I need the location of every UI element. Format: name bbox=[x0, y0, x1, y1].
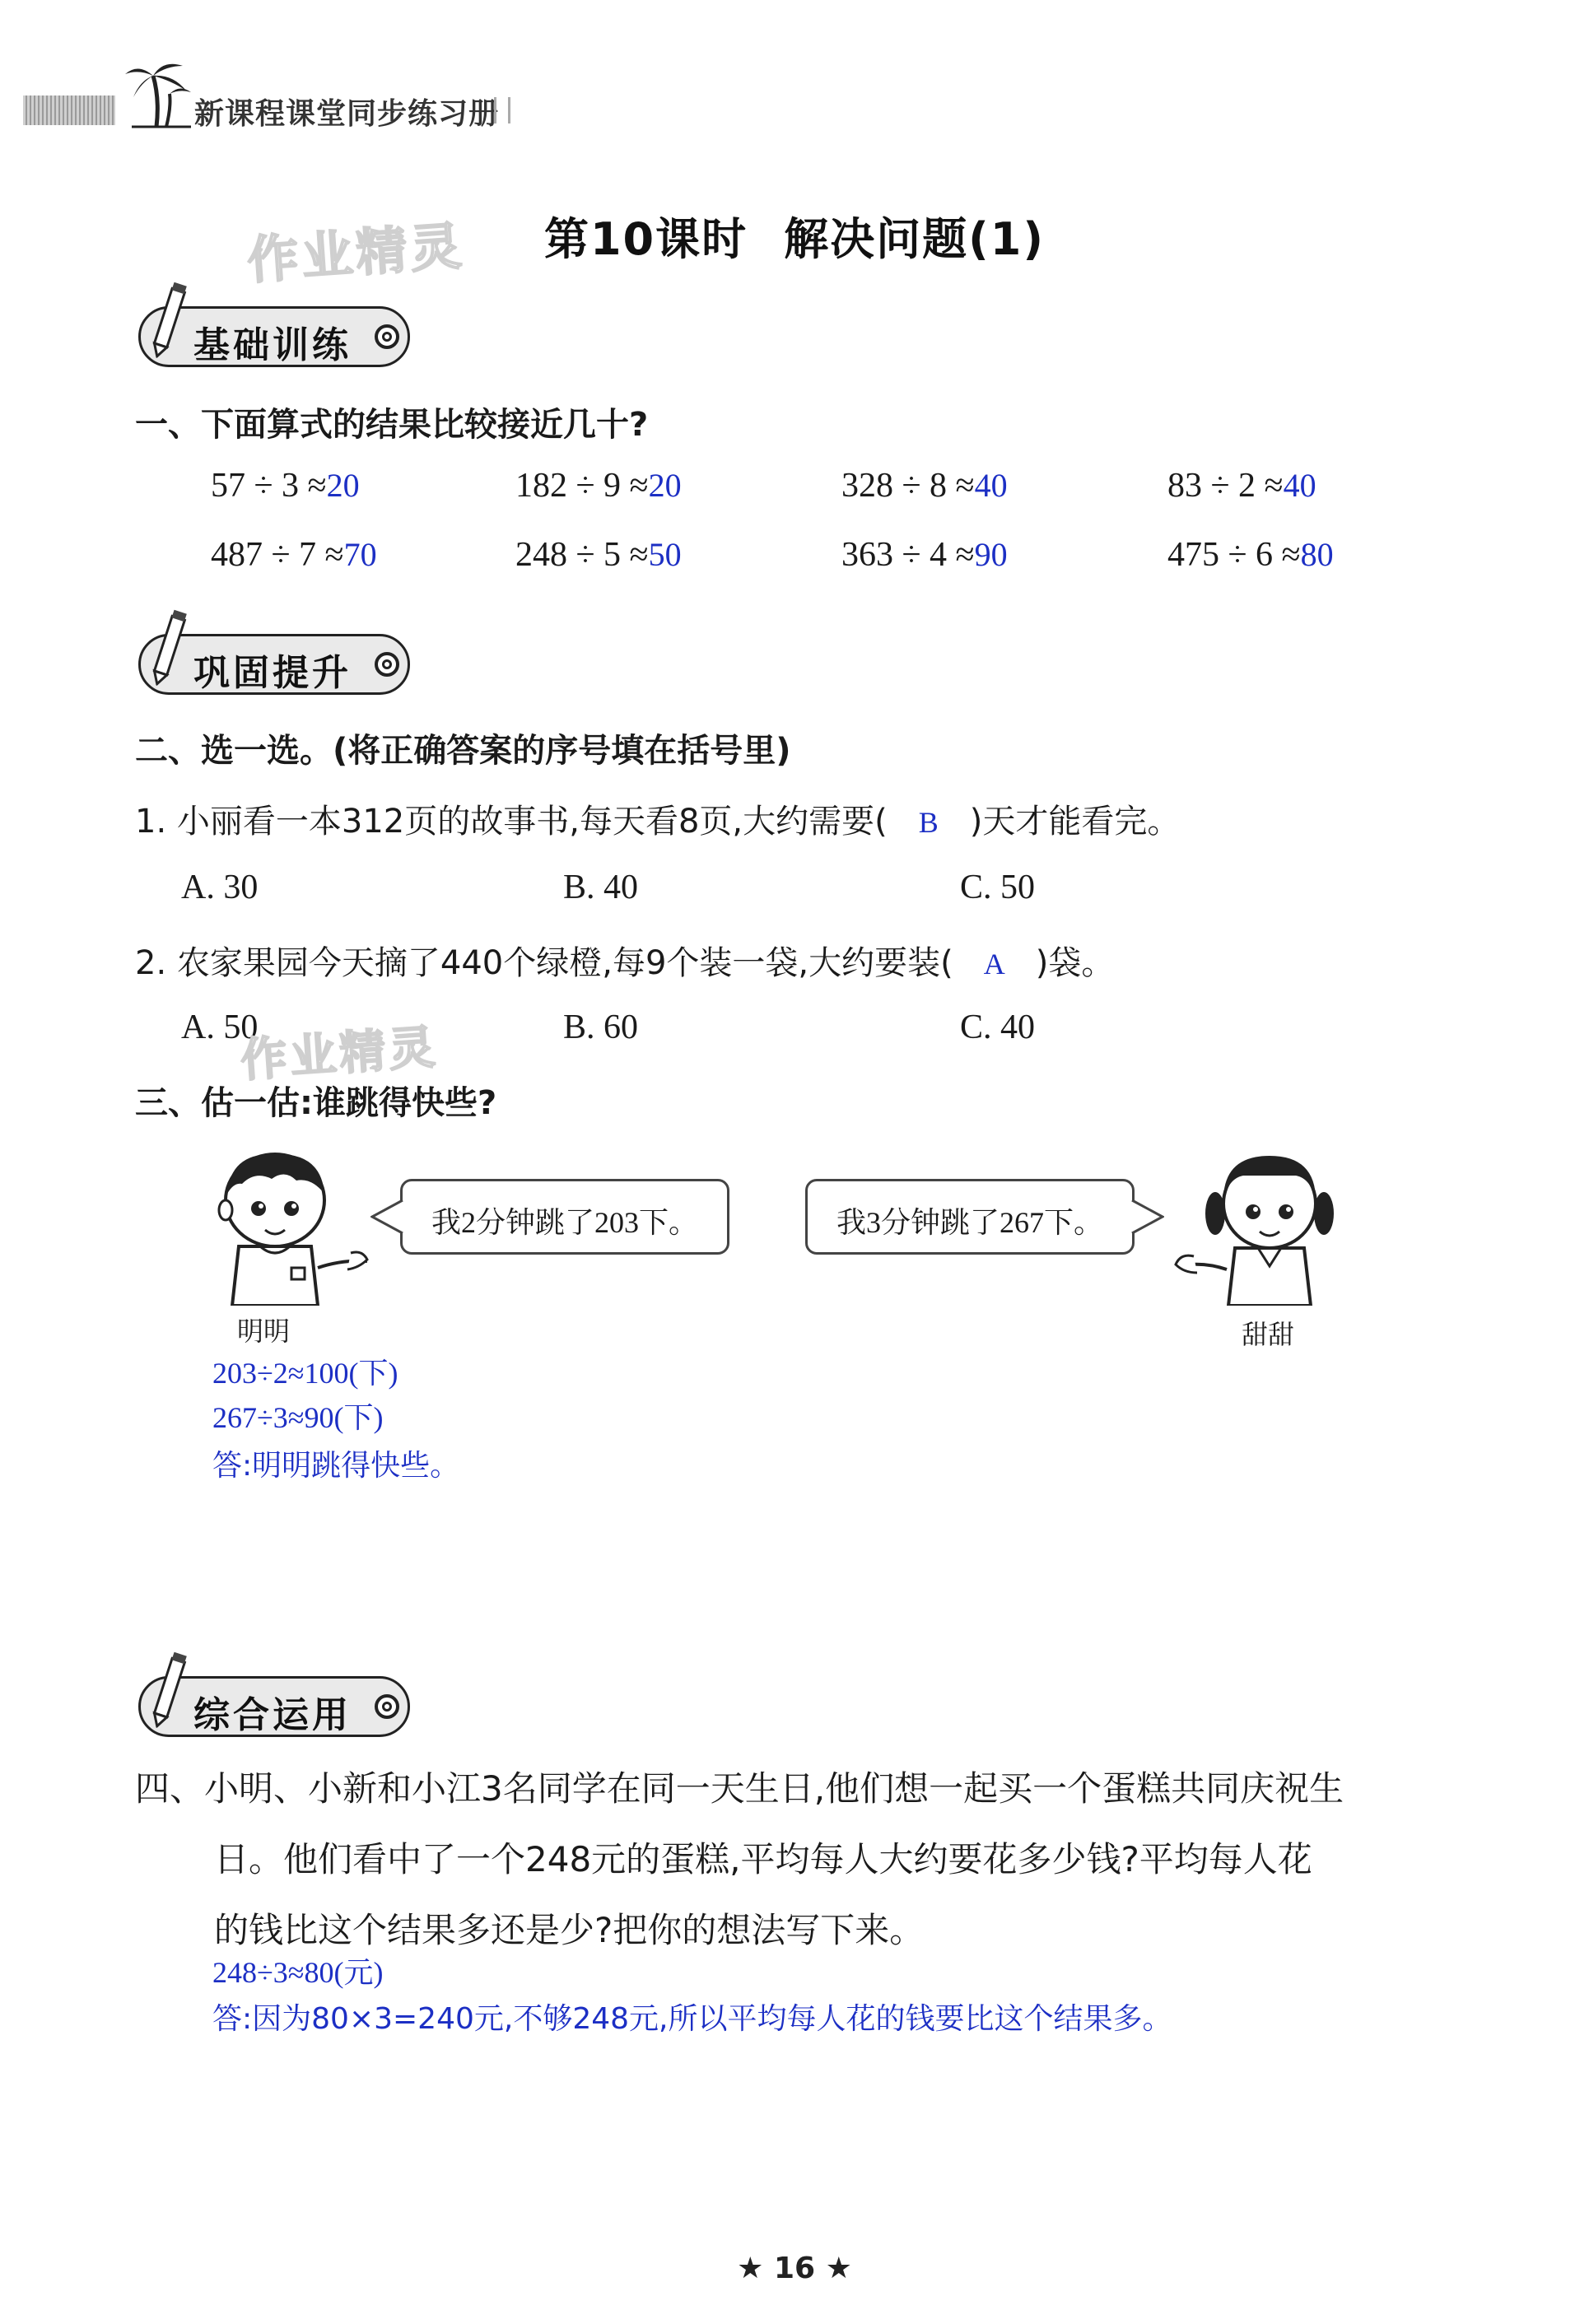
answer: 40 bbox=[974, 467, 1008, 504]
q4-line-3: 的钱比这个结果多还是少?把你的想法写下来。 bbox=[214, 1910, 925, 1950]
pencil-icon bbox=[147, 1650, 190, 1731]
option: B. 40 bbox=[563, 869, 639, 906]
speech-bubble-girl bbox=[805, 1179, 1135, 1255]
answer: 70 bbox=[343, 536, 377, 573]
q3-solution-line: 267÷3≈90(下) bbox=[212, 1401, 384, 1434]
calc-item: 83 ÷ 2 ≈40 bbox=[1167, 467, 1316, 505]
answer: 90 bbox=[974, 536, 1008, 573]
speech-text: 我2分钟跳了203下。 bbox=[431, 1206, 698, 1239]
header-divider bbox=[494, 97, 510, 123]
bubble-tail-icon bbox=[1131, 1199, 1164, 1235]
header-decoration-bar bbox=[23, 95, 115, 125]
calc-item: 487 ÷ 7 ≈70 bbox=[211, 536, 377, 574]
section-label: 综合运用 bbox=[193, 1694, 352, 1736]
q4-solution-line: 248÷3≈80(元) bbox=[212, 1956, 384, 1989]
page-number: ★ 16 ★ bbox=[737, 2252, 852, 2285]
calc-item: 182 ÷ 9 ≈20 bbox=[515, 467, 682, 505]
watermark: 作业精灵 bbox=[245, 215, 467, 291]
answer: 20 bbox=[648, 467, 682, 504]
section-label: 基础训练 bbox=[193, 324, 352, 366]
section-badge-comprehensive bbox=[138, 1676, 410, 1737]
ring-icon bbox=[375, 324, 399, 349]
lesson-number: 第10课时 bbox=[543, 213, 748, 265]
q3-solution-line: 203÷2≈100(下) bbox=[212, 1357, 398, 1390]
ring-icon bbox=[375, 1694, 399, 1719]
section-label: 巩固提升 bbox=[193, 652, 352, 694]
q2-heading: 二、选一选。(将正确答案的序号填在括号里) bbox=[135, 732, 791, 770]
q2-item-1: 1. 小丽看一本312页的故事书,每天看8页,大约需要( B )天才能看完。 bbox=[135, 803, 1181, 841]
boy-illustration bbox=[206, 1144, 370, 1306]
girl-illustration bbox=[1172, 1146, 1337, 1306]
answer: 20 bbox=[326, 467, 360, 504]
bubble-tail-icon bbox=[370, 1199, 403, 1235]
calc-item: 57 ÷ 3 ≈20 bbox=[211, 467, 360, 505]
book-title: 新课程课堂同步练习册 bbox=[194, 97, 500, 131]
speech-text: 我3分钟跳了267下。 bbox=[836, 1206, 1103, 1239]
pencil-icon bbox=[147, 280, 190, 361]
answer: A bbox=[983, 948, 1005, 980]
option: B. 60 bbox=[563, 1008, 639, 1046]
girl-name: 甜甜 bbox=[1242, 1319, 1295, 1350]
boy-name: 明明 bbox=[237, 1316, 291, 1347]
watermark: 作业精灵 bbox=[239, 1020, 440, 1088]
pencil-icon bbox=[147, 608, 190, 689]
option: A. 50 bbox=[181, 1008, 259, 1046]
lesson-topic: 解决问题(1) bbox=[784, 213, 1046, 265]
q3-heading: 三、估一估:谁跳得快些? bbox=[135, 1084, 497, 1122]
page-title bbox=[0, 204, 1589, 268]
ring-icon bbox=[375, 652, 399, 677]
q1-heading: 一、下面算式的结果比较接近几十? bbox=[135, 406, 649, 444]
section-badge-consolidate bbox=[138, 634, 410, 695]
answer: 50 bbox=[648, 536, 682, 573]
answer: B bbox=[918, 806, 939, 839]
q4-line-2: 日。他们看中了一个248元的蛋糕,平均每人大约要花多少钱?平均每人花 bbox=[214, 1839, 1312, 1879]
calc-item: 475 ÷ 6 ≈80 bbox=[1167, 536, 1334, 574]
answer: 80 bbox=[1300, 536, 1334, 573]
option: C. 50 bbox=[960, 869, 1036, 906]
calc-item: 248 ÷ 5 ≈50 bbox=[515, 536, 682, 574]
calc-item: 363 ÷ 4 ≈90 bbox=[841, 536, 1008, 574]
speech-bubble-boy bbox=[400, 1179, 729, 1255]
option: A. 30 bbox=[181, 869, 259, 906]
palm-tree-icon bbox=[123, 58, 193, 128]
q2-item-2: 2. 农家果园今天摘了440个绿橙,每9个装一袋,大约要装( A )袋。 bbox=[135, 944, 1115, 982]
q3-answer: 答:明明跳得快些。 bbox=[212, 1449, 460, 1483]
q4-answer: 答:因为80×3=240元,不够248元,所以平均每人花的钱要比这个结果多。 bbox=[212, 2002, 1172, 2036]
q4-line-1: 四、小明、小新和小江3名同学在同一天生日,他们想一起买一个蛋糕共同庆祝生 bbox=[135, 1768, 1344, 1809]
calc-item: 328 ÷ 8 ≈40 bbox=[841, 467, 1008, 505]
section-badge-basic bbox=[138, 306, 410, 367]
option: C. 40 bbox=[960, 1008, 1036, 1046]
answer: 40 bbox=[1283, 467, 1316, 504]
